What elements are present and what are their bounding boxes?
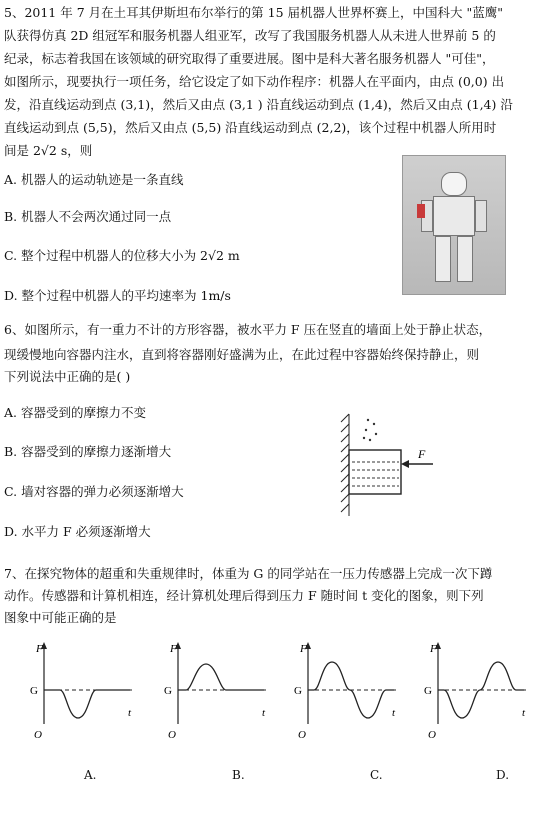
q7-line-1: 7、在探究物体的超重和失重规律时，体重为 G 的同学站在一压力传感器上完成一次下蹲 <box>4 566 493 581</box>
y-axis-label: F <box>430 643 437 655</box>
q5-line-2: 队获得仿真 2D 组冠军和服务机器人组亚军，改写了我国服务机器人从未进人世界前 5 的 <box>4 28 496 43</box>
g-label: G <box>424 685 432 697</box>
wall-hatching <box>341 414 349 516</box>
q6-line-1: 6、如图所示，有一重力不计的方形容器，被水平力 F 压在竖直的墙面上处于静止状态， <box>4 322 492 337</box>
q6-option-a[interactable]: A. 容器受到的摩擦力不变 <box>4 405 146 420</box>
robot-body <box>433 196 475 236</box>
g-label: G <box>30 685 38 697</box>
water-drops <box>363 419 377 441</box>
q5-option-c[interactable]: C. 整个过程中机器人的位移大小为 2√2 m <box>4 248 240 263</box>
wall-container-diagram <box>338 412 448 522</box>
q5-line-3: 纪录，标志着我国在该领域的研究取得了重要进展。图中是科大著名服务机器人 "可佳"， <box>4 51 495 66</box>
origin-label: O <box>34 729 42 740</box>
q5-option-b[interactable]: B. 机器人不会两次通过同一点 <box>4 209 172 224</box>
force-label: F <box>418 447 426 461</box>
origin-label: O <box>428 729 436 740</box>
q6-option-b[interactable]: B. 容器受到的摩擦力逐渐增大 <box>4 444 172 459</box>
g-label: G <box>164 685 172 697</box>
robot-leg-right <box>457 236 473 282</box>
q5-line-1: 5、2011 年 7 月在土耳其伊斯坦布尔举行的第 15 届机器人世界杯赛上，中国科大 "蓝鹰" <box>4 5 503 20</box>
force-curve <box>44 690 130 718</box>
x-axis-label: t <box>392 707 396 719</box>
g-label: G <box>294 685 302 697</box>
q5-line-4: 如图所示，现要执行一项任务，给它设定了如下动作程序：机器人在平面内，由点 (0,0) 出 <box>4 74 505 89</box>
q7-line-3: 图象中可能正确的是 <box>4 610 117 625</box>
force-curve <box>178 664 264 690</box>
robot-photo <box>402 155 506 295</box>
q5-line-5: 发，沿直线运动到点 (3,1)，然后又由点 (3,1 ) 沿直线运动到点 (1,4)，然后又由点 (1,4) 沿 <box>4 97 513 112</box>
y-axis-label: F <box>36 643 43 655</box>
graph-d[interactable] <box>418 640 538 740</box>
q5-option-d[interactable]: D. 整个过程中机器人的平均速率为 1m/s <box>4 288 231 303</box>
x-axis-label: t <box>262 707 266 719</box>
q5-option-a[interactable]: A. 机器人的运动轨迹是一条直线 <box>4 172 184 187</box>
robot-arm-right <box>475 200 487 232</box>
force-arrowhead <box>401 460 409 468</box>
graph-c[interactable] <box>288 640 408 740</box>
robot-leg-left <box>435 236 451 282</box>
y-axis-label: F <box>300 643 307 655</box>
origin-label: O <box>168 729 176 740</box>
q6-option-c[interactable]: C. 墙对容器的弹力必须逐渐增大 <box>4 484 184 499</box>
q6-option-d[interactable]: D. 水平力 F 必须逐渐增大 <box>4 524 151 539</box>
q6-line-3: 下列说法中正确的是( ) <box>4 369 131 384</box>
q5-line-7: 间是 2√2 s，则 <box>4 143 93 158</box>
robot-red-mark <box>417 204 425 218</box>
q7-line-2: 动作。传感器和计算机相连，经计算机处理后得到压力 F 随时间 t 变化的图象，则下列 <box>4 588 484 603</box>
graph-b[interactable] <box>158 640 278 740</box>
x-axis-label: t <box>128 707 132 719</box>
robot-head <box>441 172 467 196</box>
origin-label: O <box>298 729 306 740</box>
q6-line-2: 现缓慢地向容器内注水，直到将容器刚好盛满为止，在此过程中容器始终保持静止，则 <box>4 347 480 362</box>
container-box <box>349 450 401 494</box>
graph-c-label[interactable]: C. <box>370 768 383 782</box>
q5-line-6: 直线运动到点 (5,5)，然后又由点 (5,5) 沿直线运动到点 (2,2)，该个过程中机器人所用时 <box>4 120 497 135</box>
water-fill <box>352 462 399 486</box>
graph-a-label[interactable]: A. <box>84 768 97 782</box>
graph-d-label[interactable]: D. <box>496 768 510 782</box>
graph-a[interactable] <box>24 640 144 740</box>
x-axis-label: t <box>522 707 526 719</box>
y-axis-label: F <box>170 643 177 655</box>
graph-b-label[interactable]: B. <box>232 768 245 782</box>
